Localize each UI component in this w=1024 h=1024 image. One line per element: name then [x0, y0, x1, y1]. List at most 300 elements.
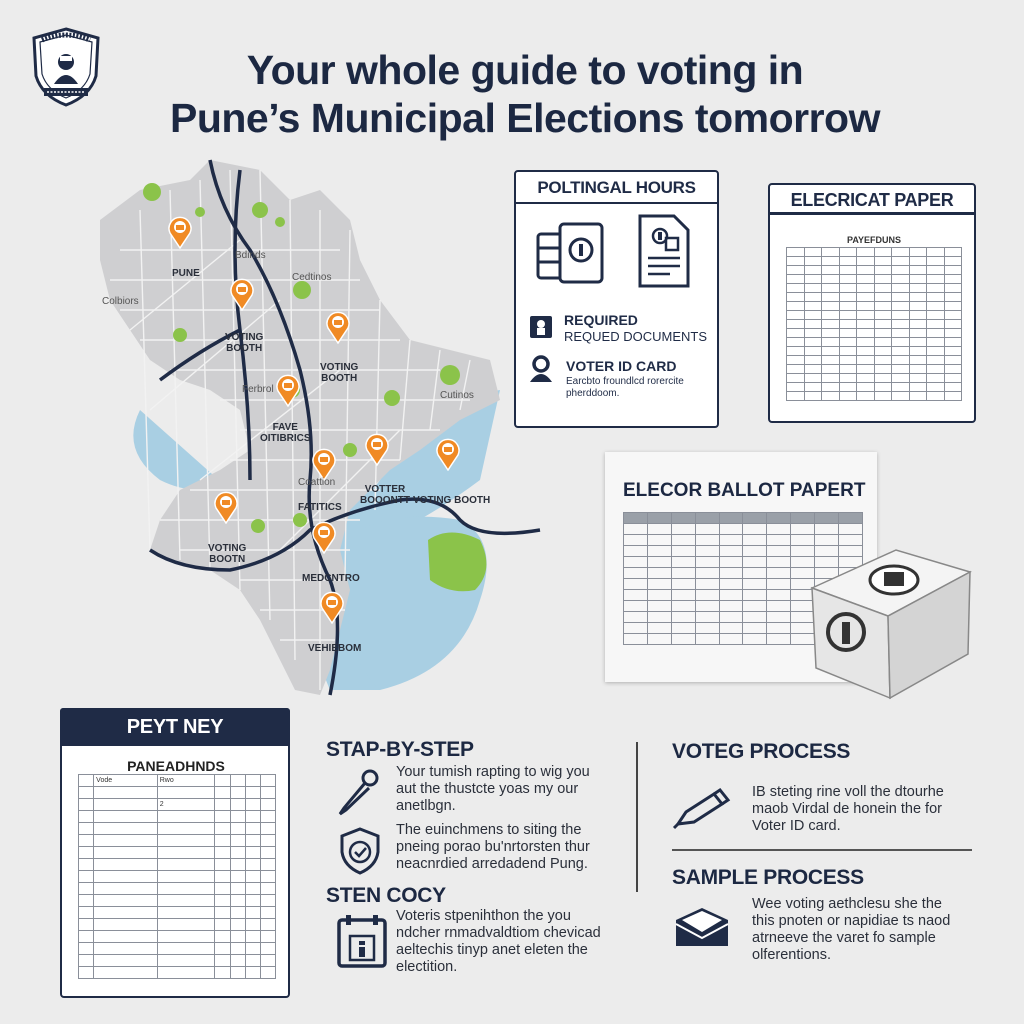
table-cell	[815, 513, 839, 524]
table-cell	[695, 634, 719, 645]
map-label-south: VEHIEBOM	[308, 643, 362, 654]
table-cell	[743, 590, 767, 601]
table-cell	[804, 347, 822, 356]
table-cell	[892, 293, 910, 302]
table-cell	[839, 266, 857, 275]
table-cell	[892, 347, 910, 356]
table-cell	[695, 579, 719, 590]
table-cell	[839, 374, 857, 383]
table-cell	[874, 374, 892, 383]
table-cell	[647, 557, 671, 568]
table-cell	[671, 590, 695, 601]
table-cell	[671, 601, 695, 612]
table-cell	[767, 524, 791, 535]
table-cell	[787, 275, 805, 284]
table-cell	[822, 293, 840, 302]
table-cell: Vode	[94, 775, 158, 787]
table-cell	[839, 311, 857, 320]
table-row	[79, 859, 276, 871]
table-cell	[892, 392, 910, 401]
table-cell	[892, 320, 910, 329]
table-cell	[822, 374, 840, 383]
table-cell	[695, 601, 719, 612]
table-cell	[624, 513, 648, 524]
table-row	[79, 871, 276, 883]
table-cell	[857, 284, 875, 293]
table-cell	[944, 275, 962, 284]
table-row	[787, 293, 962, 302]
table-cell	[245, 787, 260, 799]
map-label-coattion: Coattion	[298, 477, 336, 488]
table-cell	[822, 365, 840, 374]
table-cell	[260, 955, 275, 967]
table-cell	[892, 383, 910, 392]
table-cell	[157, 823, 215, 835]
sten-cocy-title: STEN COCY	[326, 884, 446, 907]
table-cell	[79, 775, 94, 787]
table-cell	[822, 248, 840, 257]
table-cell	[892, 302, 910, 311]
table-cell	[839, 248, 857, 257]
table-cell	[822, 311, 840, 320]
table-row	[79, 955, 276, 967]
table-row	[787, 347, 962, 356]
map-label-east: Cutinos	[440, 390, 474, 401]
table-cell	[260, 883, 275, 895]
table-cell	[839, 383, 857, 392]
voting-booth-pin-icon	[311, 447, 337, 481]
table-cell	[822, 329, 840, 338]
table-cell	[839, 365, 857, 374]
table-cell	[822, 257, 840, 266]
table-cell	[94, 859, 158, 871]
table-cell	[260, 859, 275, 871]
table-cell	[719, 524, 743, 535]
table-cell	[857, 257, 875, 266]
table-row	[787, 392, 962, 401]
table-cell	[245, 871, 260, 883]
table-cell	[804, 356, 822, 365]
table-cell	[944, 338, 962, 347]
table-cell	[260, 811, 275, 823]
table-cell	[719, 535, 743, 546]
table-cell	[215, 835, 230, 847]
table-cell	[245, 799, 260, 811]
table-cell	[245, 967, 260, 979]
table-cell	[767, 590, 791, 601]
table-cell	[624, 557, 648, 568]
table-cell	[909, 338, 927, 347]
id-badge-icon	[528, 310, 554, 340]
table-cell	[839, 356, 857, 365]
table-cell	[671, 612, 695, 623]
table-cell	[944, 284, 962, 293]
table-row	[79, 943, 276, 955]
table-row	[79, 799, 276, 811]
table-cell	[624, 612, 648, 623]
table-cell	[94, 847, 158, 859]
table-cell	[624, 601, 648, 612]
table-cell	[909, 293, 927, 302]
table-cell	[787, 284, 805, 293]
table-cell	[743, 513, 767, 524]
table-cell	[944, 257, 962, 266]
table-cell	[157, 787, 215, 799]
table-cell	[719, 623, 743, 634]
table-cell	[79, 967, 94, 979]
table-cell	[927, 302, 945, 311]
table-cell	[94, 955, 158, 967]
step-by-step-title: STAP-BY-STEP	[326, 738, 474, 761]
table-row	[79, 835, 276, 847]
table-cell	[857, 329, 875, 338]
table-cell	[215, 967, 230, 979]
table-cell	[743, 601, 767, 612]
table-cell	[743, 612, 767, 623]
table-cell	[671, 634, 695, 645]
table-cell	[215, 775, 230, 787]
table-cell	[79, 907, 94, 919]
table-cell	[624, 535, 648, 546]
table-cell	[743, 557, 767, 568]
table-cell	[927, 356, 945, 365]
table-cell	[215, 895, 230, 907]
table-cell	[230, 931, 245, 943]
table-cell	[944, 248, 962, 257]
table-cell	[822, 320, 840, 329]
required-label: REQUIRED	[564, 312, 638, 328]
table-row	[787, 374, 962, 383]
table-cell	[245, 895, 260, 907]
table-cell	[892, 275, 910, 284]
table-cell	[909, 383, 927, 392]
table-row	[79, 787, 276, 799]
table-cell	[839, 320, 857, 329]
table-cell	[79, 847, 94, 859]
map-label-medcentre: MEDCNTRO	[302, 573, 360, 584]
table-cell	[260, 787, 275, 799]
section-divider	[672, 849, 972, 851]
table-cell	[767, 557, 791, 568]
electoral-paper-card	[768, 183, 976, 423]
table-cell	[839, 293, 857, 302]
table-cell	[822, 356, 840, 365]
table-cell	[157, 919, 215, 931]
table-cell	[804, 365, 822, 374]
table-cell	[230, 907, 245, 919]
table-cell	[927, 311, 945, 320]
sample-process-text: Wee voting aethclesu she the this pnoten or napidiae ts naod atrneeve the varet fo sample olferentions.	[752, 896, 951, 963]
table-cell	[624, 568, 648, 579]
table-cell	[927, 248, 945, 257]
table-cell	[157, 907, 215, 919]
table-cell	[874, 284, 892, 293]
table-row	[787, 284, 962, 293]
table-cell	[839, 338, 857, 347]
peyt-ney-table-header: PANEADHNDS	[127, 758, 225, 774]
table-cell	[79, 895, 94, 907]
ballot-machine-icon	[534, 220, 606, 286]
table-cell	[787, 347, 805, 356]
table-cell	[695, 612, 719, 623]
table-cell: 2	[157, 799, 215, 811]
table-cell	[804, 392, 822, 401]
table-cell	[804, 284, 822, 293]
table-cell	[230, 835, 245, 847]
table-cell	[944, 374, 962, 383]
table-cell	[245, 955, 260, 967]
voting-booth-pin-icon	[167, 215, 193, 249]
table-cell	[944, 320, 962, 329]
table-cell	[647, 590, 671, 601]
table-cell	[787, 266, 805, 275]
table-cell	[857, 248, 875, 257]
ballot-envelope-icon	[672, 906, 732, 950]
table-cell	[944, 329, 962, 338]
table-cell	[230, 799, 245, 811]
table-cell	[671, 535, 695, 546]
table-cell	[839, 347, 857, 356]
table-cell	[647, 546, 671, 557]
table-cell	[215, 823, 230, 835]
table-cell	[624, 579, 648, 590]
table-cell	[787, 338, 805, 347]
table-cell	[719, 634, 743, 645]
table-row	[79, 811, 276, 823]
table-cell	[767, 535, 791, 546]
table-cell	[743, 568, 767, 579]
table-cell	[909, 284, 927, 293]
table-cell	[787, 302, 805, 311]
table-cell	[260, 907, 275, 919]
table-cell	[787, 365, 805, 374]
table-cell	[647, 579, 671, 590]
table-cell	[804, 275, 822, 284]
map-label-district: Bdinds	[235, 250, 266, 261]
table-cell	[822, 275, 840, 284]
table-cell	[260, 871, 275, 883]
table-cell	[260, 967, 275, 979]
table-cell	[822, 338, 840, 347]
table-cell	[245, 859, 260, 871]
table-cell	[743, 546, 767, 557]
table-cell	[94, 907, 158, 919]
table-cell	[909, 347, 927, 356]
table-cell	[804, 311, 822, 320]
column-divider	[636, 742, 638, 892]
table-cell	[230, 919, 245, 931]
table-cell	[79, 799, 94, 811]
table-cell	[230, 967, 245, 979]
table-cell	[874, 320, 892, 329]
table-cell	[94, 883, 158, 895]
table-cell	[79, 787, 94, 799]
table-cell	[94, 967, 158, 979]
table-cell	[695, 568, 719, 579]
table-cell	[260, 847, 275, 859]
table-cell	[230, 787, 245, 799]
peyt-ney-card	[60, 708, 290, 998]
required-documents-label: REQUED DOCUMENTS	[564, 329, 708, 344]
table-cell	[94, 835, 158, 847]
table-cell	[157, 931, 215, 943]
table-cell	[157, 811, 215, 823]
peyt-ney-table	[78, 774, 276, 979]
location-pin-icon	[528, 354, 554, 384]
table-cell	[230, 811, 245, 823]
map-label-facilities: FATITICS	[298, 502, 342, 513]
table-cell	[822, 347, 840, 356]
map-label-offices: FAVE OITIBRICS	[260, 422, 311, 444]
table-cell	[944, 311, 962, 320]
table-row	[79, 847, 276, 859]
table-row	[79, 823, 276, 835]
table-cell	[719, 568, 743, 579]
municipal-seal-logo	[28, 26, 104, 108]
table-cell	[671, 579, 695, 590]
electoral-paper-table-header: PAYEFDUNS	[846, 235, 901, 245]
table-row	[787, 275, 962, 284]
voting-booth-pin-icon	[311, 520, 337, 554]
map-label-booth-2: VOTING BOOTH	[320, 362, 359, 384]
voting-booth-pin-icon	[229, 277, 255, 311]
table-cell	[892, 329, 910, 338]
ballot-paper-title: ELECOR BALLOT PAPERT	[623, 480, 866, 501]
table-cell	[79, 919, 94, 931]
table-cell	[230, 883, 245, 895]
table-cell	[624, 590, 648, 601]
table-cell	[839, 329, 857, 338]
table-cell	[215, 955, 230, 967]
table-cell	[909, 311, 927, 320]
table-cell	[94, 919, 158, 931]
table-cell	[874, 329, 892, 338]
table-cell	[230, 859, 245, 871]
table-cell	[767, 579, 791, 590]
table-cell	[245, 931, 260, 943]
voting-booth-pin-icon	[364, 432, 390, 466]
table-cell	[927, 257, 945, 266]
table-cell	[624, 634, 648, 645]
table-cell	[79, 835, 94, 847]
table-cell	[927, 383, 945, 392]
table-cell	[804, 329, 822, 338]
table-cell	[767, 601, 791, 612]
map-label-west: Colbiors	[102, 296, 139, 307]
table-cell	[822, 383, 840, 392]
table-cell	[719, 612, 743, 623]
table-cell	[874, 275, 892, 284]
table-cell	[787, 320, 805, 329]
step-item-2-text: The euinchmens to siting the pneing porao bu'nrtorsten thur neacnrdied arredadend Pung.	[396, 822, 590, 872]
table-row	[787, 302, 962, 311]
table-cell	[839, 257, 857, 266]
table-cell	[94, 823, 158, 835]
table-cell	[822, 392, 840, 401]
voting-booth-pin-icon	[325, 310, 351, 344]
polling-hours-title: POLTINGAL HOURS	[516, 172, 717, 204]
table-cell	[791, 513, 815, 524]
table-cell	[787, 293, 805, 302]
table-cell	[927, 329, 945, 338]
voting-process-title: VOTEG PROCESS	[672, 740, 851, 763]
table-row	[79, 883, 276, 895]
table-cell	[719, 590, 743, 601]
table-cell	[94, 787, 158, 799]
table-cell	[671, 557, 695, 568]
title-line-2: Pune’s Municipal Elections tomorrow	[170, 95, 880, 141]
table-cell	[94, 799, 158, 811]
table-cell	[909, 356, 927, 365]
table-cell	[245, 847, 260, 859]
table-cell	[767, 634, 791, 645]
table-cell	[822, 266, 840, 275]
table-cell	[909, 275, 927, 284]
table-cell	[767, 612, 791, 623]
table-cell	[874, 257, 892, 266]
table-cell	[230, 871, 245, 883]
table-cell	[94, 871, 158, 883]
table-cell	[245, 823, 260, 835]
table-cell	[215, 787, 230, 799]
table-cell	[787, 329, 805, 338]
table-cell	[79, 871, 94, 883]
table-cell	[245, 883, 260, 895]
table-cell	[892, 284, 910, 293]
table-cell	[874, 266, 892, 275]
table-row	[787, 329, 962, 338]
table-cell	[260, 835, 275, 847]
table-cell	[804, 374, 822, 383]
table-cell	[671, 524, 695, 535]
electoral-paper-table	[786, 247, 962, 401]
voting-booth-pin-icon	[213, 490, 239, 524]
table-cell	[944, 356, 962, 365]
table-cell	[157, 943, 215, 955]
table-cell	[857, 392, 875, 401]
table-cell	[944, 365, 962, 374]
table-cell	[839, 513, 863, 524]
table-cell	[94, 811, 158, 823]
table-row	[787, 248, 962, 257]
microphone-icon	[336, 768, 380, 816]
table-cell	[215, 811, 230, 823]
calendar-info-icon	[336, 912, 388, 970]
table-cell	[245, 775, 260, 787]
table-cell	[787, 248, 805, 257]
table-cell	[79, 931, 94, 943]
table-cell	[874, 392, 892, 401]
table-cell	[909, 302, 927, 311]
table-cell	[874, 302, 892, 311]
step-item-1-text: Your tumish rapting to wig you aut the thustcte yoas my our anetlbgn.	[396, 764, 590, 814]
table-cell	[839, 302, 857, 311]
map-label-voter-booth: VOTTER BOOONTT	[360, 484, 410, 506]
table-cell	[647, 535, 671, 546]
table-cell	[695, 590, 719, 601]
table-cell	[215, 931, 230, 943]
table-cell	[245, 907, 260, 919]
table-row	[787, 266, 962, 275]
table-cell	[787, 356, 805, 365]
table-cell	[647, 568, 671, 579]
table-cell	[719, 579, 743, 590]
table-row	[787, 257, 962, 266]
map-label-voting-booth-east: VOTING BOOTH	[413, 495, 491, 506]
table-cell	[767, 513, 791, 524]
table-cell	[892, 257, 910, 266]
table-cell	[157, 859, 215, 871]
